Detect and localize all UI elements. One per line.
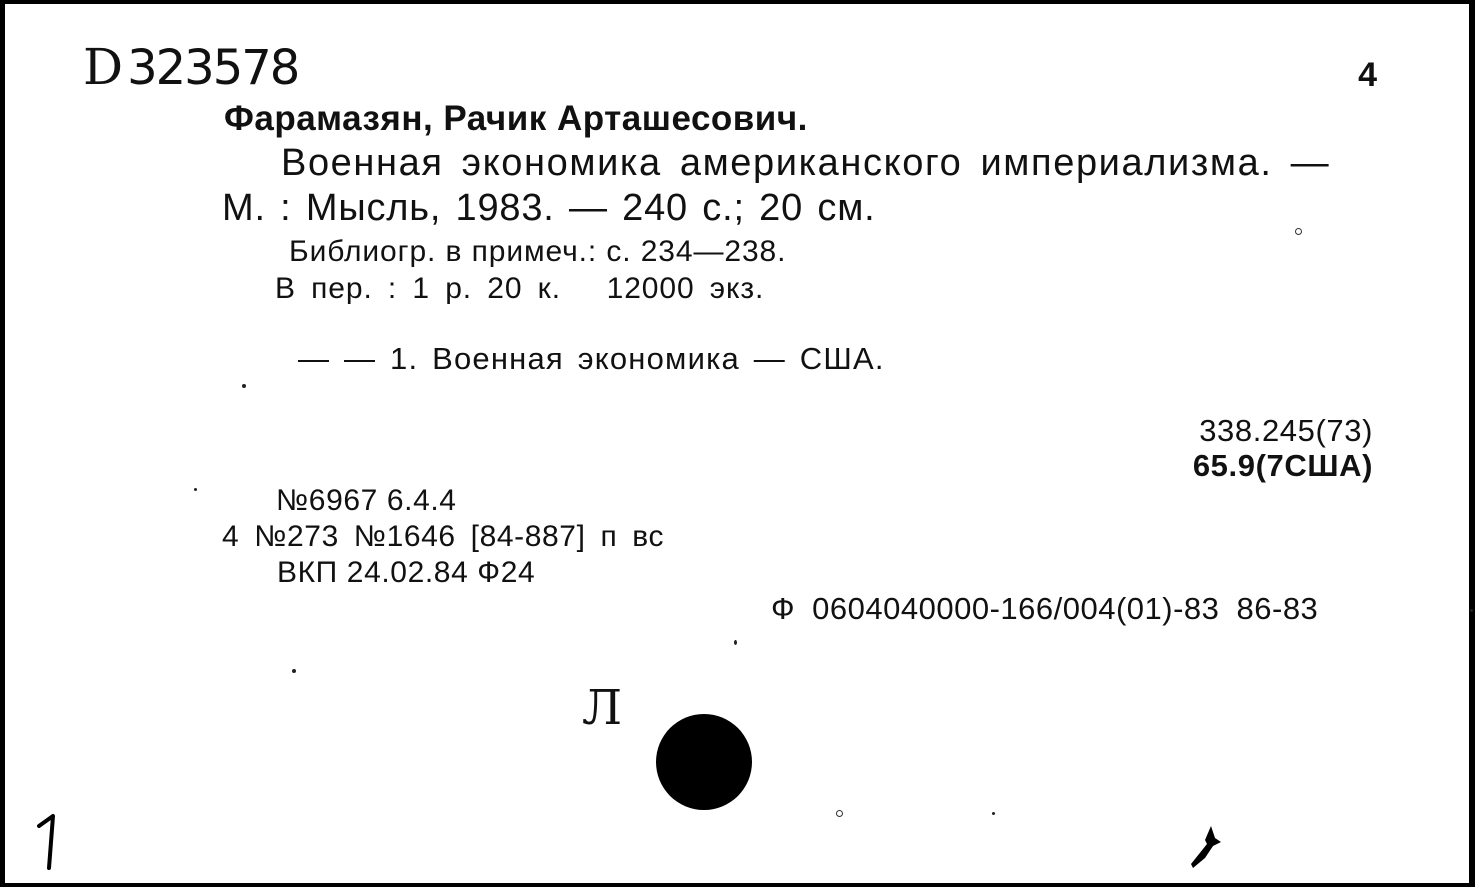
ink-mark-icon — [1185, 824, 1229, 870]
punch-hole-dot — [656, 714, 752, 810]
speck-ring — [1295, 228, 1302, 235]
price-edition-line: В пер. : 1 р. 20 к. 12000 экз. — [275, 272, 765, 305]
service-line-3: ВКП 24.02.84 Ф24 — [277, 556, 536, 589]
call-number-prefix: D — [83, 38, 122, 96]
handwritten-number — [35, 812, 65, 872]
bibliography-note: Библиогр. в примеч.: с. 234—238. — [289, 235, 787, 268]
letter-mark: Л — [582, 680, 623, 736]
bbk-classification: 65.9(7США) — [1192, 448, 1373, 483]
speck-ring — [836, 810, 843, 817]
speck — [194, 488, 197, 491]
service-line-1: №6967 6.4.4 — [276, 484, 457, 517]
speck — [992, 812, 995, 815]
call-number-digits: 323578 — [127, 40, 299, 96]
title-line-2: М. : Мысль, 1983. — 240 с.; 20 см. — [222, 187, 876, 229]
speck — [242, 384, 246, 388]
udc-classification: 338.245(73) — [1199, 413, 1373, 448]
copy-number: 4 — [1358, 56, 1377, 94]
call-number — [83, 38, 299, 96]
subject-heading: — — 1. Военная экономика — США. — [298, 341, 885, 376]
author-heading: Фарамазян, Рачик Арташесович. — [224, 99, 808, 138]
title-line-1: Военная экономика американского империализма. — — [281, 142, 1331, 184]
speck — [1470, 609, 1473, 612]
speck — [734, 640, 737, 645]
service-line-2: 4 №273 №1646 [84-887] п вс — [222, 520, 665, 553]
publisher-code: Ф 0604040000-166/004(01)-83 86-83 — [771, 591, 1319, 626]
speck — [292, 669, 296, 673]
